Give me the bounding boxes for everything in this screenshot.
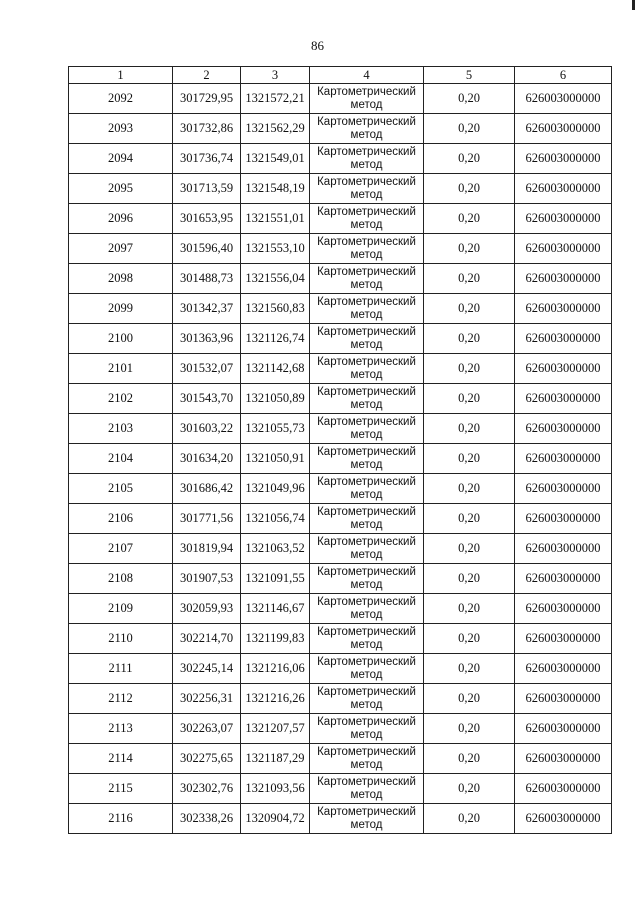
- point-number-cell: 2106: [69, 504, 173, 534]
- method-cell: [310, 684, 424, 714]
- code-cell: 626003000000: [515, 774, 612, 804]
- method-line-1: Картометрический: [317, 805, 416, 818]
- table-row: [69, 654, 612, 684]
- method-cell: [310, 564, 424, 594]
- y-coordinate-cell: 1321055,73: [241, 414, 310, 444]
- y-coordinate-cell: 1321126,74: [241, 324, 310, 354]
- y-coordinate-cell: 1321063,52: [241, 534, 310, 564]
- code-cell: 626003000000: [515, 504, 612, 534]
- method-line-1: Картометрический: [317, 685, 416, 698]
- code-cell: 626003000000: [515, 804, 612, 834]
- method-cell: [310, 804, 424, 834]
- method-cell: [310, 84, 424, 114]
- accuracy-cell: 0,20: [424, 654, 515, 684]
- y-coordinate-cell: 1321146,67: [241, 594, 310, 624]
- method-line-1: Картометрический: [317, 385, 416, 398]
- x-coordinate-cell: 302302,76: [173, 774, 241, 804]
- method-line-2: метод: [350, 278, 383, 291]
- code-cell: 626003000000: [515, 354, 612, 384]
- x-coordinate-cell: 301342,37: [173, 294, 241, 324]
- point-number-cell: 2113: [69, 714, 173, 744]
- method-line-2: метод: [350, 338, 383, 351]
- y-coordinate-cell: 1321093,56: [241, 774, 310, 804]
- y-coordinate-cell: 1321091,55: [241, 564, 310, 594]
- method-line-1: Картометрический: [317, 655, 416, 668]
- y-coordinate-cell: 1321056,74: [241, 504, 310, 534]
- method-cell: [310, 474, 424, 504]
- code-cell: 626003000000: [515, 384, 612, 414]
- code-cell: 626003000000: [515, 294, 612, 324]
- method-line-2: метод: [350, 458, 383, 471]
- method-line-1: Картометрический: [317, 175, 416, 188]
- method-line-1: Картометрический: [317, 205, 416, 218]
- accuracy-cell: 0,20: [424, 684, 515, 714]
- y-coordinate-cell: 1321050,91: [241, 444, 310, 474]
- point-number-cell: 2097: [69, 234, 173, 264]
- x-coordinate-cell: 301732,86: [173, 114, 241, 144]
- accuracy-cell: 0,20: [424, 714, 515, 744]
- code-cell: 626003000000: [515, 414, 612, 444]
- method-line-1: Картометрический: [317, 775, 416, 788]
- method-line-2: метод: [350, 758, 383, 771]
- method-cell: [310, 624, 424, 654]
- accuracy-cell: 0,20: [424, 84, 515, 114]
- point-number-cell: 2093: [69, 114, 173, 144]
- method-line-1: Картометрический: [317, 715, 416, 728]
- point-number-cell: 2096: [69, 204, 173, 234]
- coordinates-table: [68, 66, 612, 834]
- method-line-2: метод: [350, 818, 383, 831]
- method-line-2: метод: [350, 608, 383, 621]
- method-line-2: метод: [350, 548, 383, 561]
- method-cell: [310, 294, 424, 324]
- table-body: [69, 84, 612, 834]
- accuracy-cell: 0,20: [424, 144, 515, 174]
- method-line-2: метод: [350, 788, 383, 801]
- column-header-4: 4: [310, 67, 424, 84]
- method-cell: [310, 204, 424, 234]
- code-cell: 626003000000: [515, 264, 612, 294]
- method-cell: [310, 594, 424, 624]
- column-header-3: 3: [241, 67, 310, 84]
- column-header-5: 5: [424, 67, 515, 84]
- x-coordinate-cell: 301771,56: [173, 504, 241, 534]
- x-coordinate-cell: 301713,59: [173, 174, 241, 204]
- y-coordinate-cell: 1321553,10: [241, 234, 310, 264]
- code-cell: 626003000000: [515, 474, 612, 504]
- y-coordinate-cell: 1321551,01: [241, 204, 310, 234]
- x-coordinate-cell: 301729,95: [173, 84, 241, 114]
- method-line-2: метод: [350, 668, 383, 681]
- column-header-2: 2: [173, 67, 241, 84]
- x-coordinate-cell: 302275,65: [173, 744, 241, 774]
- table-row: [69, 474, 612, 504]
- method-cell: [310, 414, 424, 444]
- table-row: [69, 624, 612, 654]
- method-cell: [310, 144, 424, 174]
- method-cell: [310, 384, 424, 414]
- accuracy-cell: 0,20: [424, 204, 515, 234]
- accuracy-cell: 0,20: [424, 474, 515, 504]
- method-line-1: Картометрический: [317, 625, 416, 638]
- method-line-2: метод: [350, 398, 383, 411]
- column-header-6: 6: [515, 67, 612, 84]
- accuracy-cell: 0,20: [424, 504, 515, 534]
- code-cell: 626003000000: [515, 624, 612, 654]
- table-row: [69, 264, 612, 294]
- method-line-1: Картометрический: [317, 295, 416, 308]
- accuracy-cell: 0,20: [424, 414, 515, 444]
- table-row: [69, 414, 612, 444]
- method-cell: [310, 174, 424, 204]
- x-coordinate-cell: 302214,70: [173, 624, 241, 654]
- method-cell: [310, 744, 424, 774]
- method-line-1: Картометрический: [317, 475, 416, 488]
- point-number-cell: 2110: [69, 624, 173, 654]
- x-coordinate-cell: 301543,70: [173, 384, 241, 414]
- table-row: [69, 714, 612, 744]
- y-coordinate-cell: 1321562,29: [241, 114, 310, 144]
- x-coordinate-cell: 301686,42: [173, 474, 241, 504]
- point-number-cell: 2104: [69, 444, 173, 474]
- y-coordinate-cell: 1321187,29: [241, 744, 310, 774]
- method-line-1: Картометрический: [317, 235, 416, 248]
- x-coordinate-cell: 301603,22: [173, 414, 241, 444]
- table-row: [69, 774, 612, 804]
- table-row: [69, 444, 612, 474]
- table-row: [69, 384, 612, 414]
- method-line-1: Картометрический: [317, 745, 416, 758]
- x-coordinate-cell: 302263,07: [173, 714, 241, 744]
- accuracy-cell: 0,20: [424, 384, 515, 414]
- point-number-cell: 2098: [69, 264, 173, 294]
- accuracy-cell: 0,20: [424, 114, 515, 144]
- method-line-2: метод: [350, 128, 383, 141]
- method-cell: [310, 324, 424, 354]
- method-cell: [310, 444, 424, 474]
- method-line-2: метод: [350, 368, 383, 381]
- code-cell: 626003000000: [515, 144, 612, 174]
- point-number-cell: 2094: [69, 144, 173, 174]
- y-coordinate-cell: 1321560,83: [241, 294, 310, 324]
- y-coordinate-cell: 1321049,96: [241, 474, 310, 504]
- method-line-2: метод: [350, 428, 383, 441]
- method-line-2: метод: [350, 248, 383, 261]
- column-header-1: 1: [69, 67, 173, 84]
- method-line-2: метод: [350, 728, 383, 741]
- method-line-1: Картометрический: [317, 115, 416, 128]
- table-header-row: [69, 67, 612, 84]
- method-cell: [310, 714, 424, 744]
- x-coordinate-cell: 301634,20: [173, 444, 241, 474]
- page-number: 86: [311, 38, 324, 53]
- code-cell: 626003000000: [515, 594, 612, 624]
- method-line-1: Картометрический: [317, 445, 416, 458]
- method-cell: [310, 534, 424, 564]
- method-line-1: Картометрический: [317, 535, 416, 548]
- y-coordinate-cell: 1320904,72: [241, 804, 310, 834]
- x-coordinate-cell: 301907,53: [173, 564, 241, 594]
- method-line-1: Картометрический: [317, 265, 416, 278]
- method-line-2: метод: [350, 698, 383, 711]
- y-coordinate-cell: 1321572,21: [241, 84, 310, 114]
- method-line-2: метод: [350, 488, 383, 501]
- x-coordinate-cell: 301532,07: [173, 354, 241, 384]
- table-row: [69, 684, 612, 714]
- method-cell: [310, 504, 424, 534]
- point-number-cell: 2114: [69, 744, 173, 774]
- method-line-1: Картометрический: [317, 565, 416, 578]
- code-cell: 626003000000: [515, 234, 612, 264]
- accuracy-cell: 0,20: [424, 174, 515, 204]
- accuracy-cell: 0,20: [424, 624, 515, 654]
- method-line-1: Картометрический: [317, 595, 416, 608]
- table-row: [69, 564, 612, 594]
- x-coordinate-cell: 302059,93: [173, 594, 241, 624]
- x-coordinate-cell: 301596,40: [173, 234, 241, 264]
- code-cell: 626003000000: [515, 744, 612, 774]
- x-coordinate-cell: 301488,73: [173, 264, 241, 294]
- table-row: [69, 114, 612, 144]
- method-cell: [310, 774, 424, 804]
- x-coordinate-cell: 302245,14: [173, 654, 241, 684]
- table-row: [69, 234, 612, 264]
- method-line-1: Картометрический: [317, 415, 416, 428]
- point-number-cell: 2095: [69, 174, 173, 204]
- method-line-1: Картометрический: [317, 505, 416, 518]
- table-row: [69, 504, 612, 534]
- accuracy-cell: 0,20: [424, 564, 515, 594]
- code-cell: 626003000000: [515, 714, 612, 744]
- method-line-1: Картометрический: [317, 85, 416, 98]
- code-cell: 626003000000: [515, 84, 612, 114]
- method-line-2: метод: [350, 158, 383, 171]
- accuracy-cell: 0,20: [424, 324, 515, 354]
- point-number-cell: 2099: [69, 294, 173, 324]
- point-number-cell: 2107: [69, 534, 173, 564]
- accuracy-cell: 0,20: [424, 294, 515, 324]
- accuracy-cell: 0,20: [424, 774, 515, 804]
- method-line-1: Картометрический: [317, 355, 416, 368]
- table-row: [69, 174, 612, 204]
- method-line-2: метод: [350, 308, 383, 321]
- table-row: [69, 804, 612, 834]
- x-coordinate-cell: 302256,31: [173, 684, 241, 714]
- table-row: [69, 744, 612, 774]
- point-number-cell: 2102: [69, 384, 173, 414]
- y-coordinate-cell: 1321050,89: [241, 384, 310, 414]
- y-coordinate-cell: 1321142,68: [241, 354, 310, 384]
- method-cell: [310, 234, 424, 264]
- table-row: [69, 144, 612, 174]
- code-cell: 626003000000: [515, 564, 612, 594]
- code-cell: 626003000000: [515, 204, 612, 234]
- method-line-2: метод: [350, 188, 383, 201]
- y-coordinate-cell: 1321549,01: [241, 144, 310, 174]
- y-coordinate-cell: 1321207,57: [241, 714, 310, 744]
- code-cell: 626003000000: [515, 174, 612, 204]
- table-row: [69, 204, 612, 234]
- x-coordinate-cell: 302338,26: [173, 804, 241, 834]
- accuracy-cell: 0,20: [424, 234, 515, 264]
- y-coordinate-cell: 1321199,83: [241, 624, 310, 654]
- point-number-cell: 2092: [69, 84, 173, 114]
- point-number-cell: 2108: [69, 564, 173, 594]
- point-number-cell: 2111: [69, 654, 173, 684]
- table-row: [69, 534, 612, 564]
- point-number-cell: 2115: [69, 774, 173, 804]
- point-number-cell: 2101: [69, 354, 173, 384]
- accuracy-cell: 0,20: [424, 264, 515, 294]
- point-number-cell: 2103: [69, 414, 173, 444]
- y-coordinate-cell: 1321216,26: [241, 684, 310, 714]
- method-line-1: Картометрический: [317, 325, 416, 338]
- method-line-2: метод: [350, 98, 383, 111]
- code-cell: 626003000000: [515, 684, 612, 714]
- code-cell: 626003000000: [515, 444, 612, 474]
- code-cell: 626003000000: [515, 114, 612, 144]
- x-coordinate-cell: 301819,94: [173, 534, 241, 564]
- code-cell: 626003000000: [515, 654, 612, 684]
- code-cell: 626003000000: [515, 324, 612, 354]
- table-row: [69, 324, 612, 354]
- method-cell: [310, 354, 424, 384]
- method-cell: [310, 114, 424, 144]
- method-line-2: метод: [350, 218, 383, 231]
- method-cell: [310, 264, 424, 294]
- y-coordinate-cell: 1321216,06: [241, 654, 310, 684]
- accuracy-cell: 0,20: [424, 594, 515, 624]
- x-coordinate-cell: 301736,74: [173, 144, 241, 174]
- accuracy-cell: 0,20: [424, 354, 515, 384]
- point-number-cell: 2116: [69, 804, 173, 834]
- point-number-cell: 2112: [69, 684, 173, 714]
- code-cell: 626003000000: [515, 534, 612, 564]
- y-coordinate-cell: 1321548,19: [241, 174, 310, 204]
- table-row: [69, 294, 612, 324]
- method-line-2: метод: [350, 578, 383, 591]
- x-coordinate-cell: 301363,96: [173, 324, 241, 354]
- method-line-1: Картометрический: [317, 145, 416, 158]
- accuracy-cell: 0,20: [424, 444, 515, 474]
- table-row: [69, 354, 612, 384]
- method-cell: [310, 654, 424, 684]
- x-coordinate-cell: 301653,95: [173, 204, 241, 234]
- point-number-cell: 2109: [69, 594, 173, 624]
- accuracy-cell: 0,20: [424, 534, 515, 564]
- y-coordinate-cell: 1321556,04: [241, 264, 310, 294]
- point-number-cell: 2100: [69, 324, 173, 354]
- method-line-2: метод: [350, 518, 383, 531]
- table-row: [69, 84, 612, 114]
- method-line-2: метод: [350, 638, 383, 651]
- point-number-cell: 2105: [69, 474, 173, 504]
- accuracy-cell: 0,20: [424, 804, 515, 834]
- table-row: [69, 594, 612, 624]
- accuracy-cell: 0,20: [424, 744, 515, 774]
